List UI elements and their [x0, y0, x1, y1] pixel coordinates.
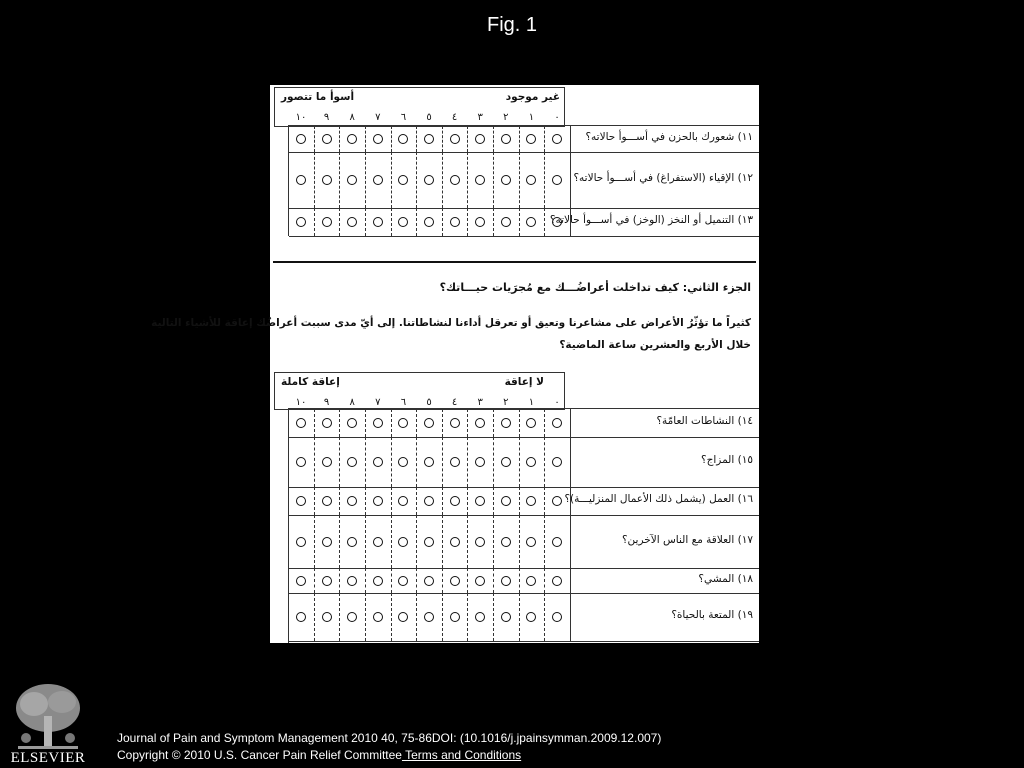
rating-radio[interactable] — [424, 537, 434, 547]
scale-digit: ١٠ — [295, 112, 307, 123]
question-label: ١٥) المزاج؟ — [701, 454, 753, 466]
rating-radio[interactable] — [552, 496, 562, 506]
rating-radio[interactable] — [347, 457, 357, 467]
column-divider — [467, 126, 468, 152]
rating-radio[interactable] — [501, 576, 511, 586]
rating-radio[interactable] — [296, 612, 306, 622]
column-divider — [339, 409, 340, 437]
rating-radio[interactable] — [373, 418, 383, 428]
rating-radio[interactable] — [501, 537, 511, 547]
rating-radio[interactable] — [526, 496, 536, 506]
scale-digit: ٠ — [554, 112, 560, 123]
rating-radio[interactable] — [424, 418, 434, 428]
column-divider — [314, 208, 315, 236]
rating-radio[interactable] — [475, 175, 485, 185]
column-divider — [442, 593, 443, 641]
rating-radio[interactable] — [424, 134, 434, 144]
rating-radio[interactable] — [552, 537, 562, 547]
column-divider — [519, 515, 520, 568]
rating-radio[interactable] — [398, 576, 408, 586]
rating-radio[interactable] — [450, 576, 460, 586]
rating-radio[interactable] — [424, 457, 434, 467]
rating-radio[interactable] — [322, 457, 332, 467]
rating-radio[interactable] — [398, 217, 408, 227]
column-divider — [339, 515, 340, 568]
question-row — [289, 409, 759, 438]
question-row — [289, 487, 759, 516]
scale-digit: ٦ — [400, 112, 407, 123]
column-divider — [391, 515, 392, 568]
scale-digit: ٢ — [503, 397, 509, 408]
column-divider — [416, 515, 417, 568]
rating-radio[interactable] — [501, 612, 511, 622]
column-divider — [493, 409, 494, 437]
rating-radio[interactable] — [347, 175, 357, 185]
rating-radio[interactable] — [475, 457, 485, 467]
rating-radio[interactable] — [450, 496, 460, 506]
column-divider — [467, 208, 468, 236]
column-divider — [544, 515, 545, 568]
column-divider — [442, 568, 443, 593]
column-divider — [339, 593, 340, 641]
column-divider — [544, 593, 545, 641]
column-divider — [442, 437, 443, 487]
column-divider — [339, 208, 340, 236]
column-divider — [467, 515, 468, 568]
rating-radio[interactable] — [501, 418, 511, 428]
scale-digit: ١ — [528, 397, 535, 408]
rating-radio[interactable] — [296, 537, 306, 547]
question-row — [289, 437, 759, 488]
rating-radio[interactable] — [450, 418, 460, 428]
rating-radio[interactable] — [373, 496, 383, 506]
rating-radio[interactable] — [322, 612, 332, 622]
rating-radio[interactable] — [398, 537, 408, 547]
rating-radio[interactable] — [373, 457, 383, 467]
question-label: ١٣) التنميل أو النخز (الوخز) في أســـوأ حالاته؟ — [549, 214, 753, 226]
rating-radio[interactable] — [373, 175, 383, 185]
questionnaire-page — [151, 85, 759, 643]
rating-radio[interactable] — [424, 612, 434, 622]
part2-instruction-line1: كثيراً ما تؤثّرُ الأعراض على مشاعرنا وتعيق أو تعرقل أداءنا لنشاطاتنا. إلى أيّ مدى سببت أعراضُك إعاقة للأشياء التالية — [151, 317, 751, 329]
rating-radio[interactable] — [296, 418, 306, 428]
rating-radio[interactable] — [398, 496, 408, 506]
rating-radio[interactable] — [373, 537, 383, 547]
column-divider — [570, 126, 571, 152]
column-divider — [442, 487, 443, 515]
rating-radio[interactable] — [475, 496, 485, 506]
column-divider — [493, 437, 494, 487]
column-divider — [339, 437, 340, 487]
rating-radio[interactable] — [501, 217, 511, 227]
column-divider — [519, 409, 520, 437]
rating-radio[interactable] — [322, 175, 332, 185]
part1-scale-digits — [275, 110, 564, 126]
column-divider — [544, 409, 545, 437]
question-label: ١١) شعورك بالحزن في أســـوأ حالاته؟ — [585, 131, 753, 143]
rating-radio[interactable] — [347, 418, 357, 428]
question-row — [289, 208, 759, 237]
rating-radio[interactable] — [475, 418, 485, 428]
rating-radio[interactable] — [322, 134, 332, 144]
column-divider — [442, 208, 443, 236]
rating-radio[interactable] — [296, 576, 306, 586]
column-divider — [493, 126, 494, 152]
column-divider — [416, 409, 417, 437]
scale-digit: ٣ — [477, 397, 483, 408]
column-divider — [416, 487, 417, 515]
column-divider — [365, 568, 366, 593]
rating-radio[interactable] — [398, 418, 408, 428]
part1-question-grid — [288, 125, 759, 236]
column-divider — [544, 126, 545, 152]
rating-radio[interactable] — [322, 576, 332, 586]
rating-radio[interactable] — [296, 496, 306, 506]
rating-radio[interactable] — [322, 217, 332, 227]
column-divider — [467, 437, 468, 487]
part2-question-grid — [288, 408, 759, 643]
column-divider — [570, 515, 571, 568]
column-divider — [339, 487, 340, 515]
column-divider — [391, 208, 392, 236]
column-divider — [339, 126, 340, 152]
part2-instruction-line2: خلال الأربع والعشرين ساعة الماضية؟ — [559, 339, 751, 351]
rating-radio[interactable] — [552, 134, 562, 144]
column-divider — [391, 152, 392, 208]
column-divider — [519, 568, 520, 593]
column-divider — [570, 409, 571, 437]
figure-title: Fig. 1 — [486, 14, 538, 36]
column-divider — [519, 152, 520, 208]
scale-digit: ٩ — [323, 112, 330, 123]
column-divider — [519, 126, 520, 152]
rating-radio[interactable] — [501, 134, 511, 144]
rating-radio[interactable] — [552, 576, 562, 586]
rating-radio[interactable] — [398, 612, 408, 622]
column-divider — [365, 487, 366, 515]
copyright-text: Copyright © 2010 U.S. Cancer Pain Relief Committee — [117, 748, 402, 762]
rating-radio[interactable] — [526, 418, 536, 428]
question-row — [289, 593, 759, 642]
rating-radio[interactable] — [526, 612, 536, 622]
column-divider — [493, 515, 494, 568]
question-label: ١٢) الإقياء (الاستفراغ) في أســـوأ حالاته؟ — [573, 172, 753, 184]
rating-radio[interactable] — [501, 496, 511, 506]
column-divider — [416, 208, 417, 236]
scale-digit: ٤ — [451, 397, 458, 408]
column-divider — [442, 515, 443, 568]
rating-radio[interactable] — [450, 217, 460, 227]
rating-radio[interactable] — [475, 576, 485, 586]
rating-radio[interactable] — [526, 457, 536, 467]
column-divider — [570, 437, 571, 487]
scale-digit: ٩ — [323, 397, 330, 408]
question-row — [289, 515, 759, 569]
column-divider — [365, 126, 366, 152]
column-divider — [365, 437, 366, 487]
rating-radio[interactable] — [475, 134, 485, 144]
column-divider — [467, 593, 468, 641]
question-label: ١٨) المشي؟ — [698, 572, 753, 585]
column-divider — [442, 126, 443, 152]
rating-radio[interactable] — [526, 217, 536, 227]
rating-radio[interactable] — [552, 457, 562, 467]
column-divider — [314, 152, 315, 208]
column-divider — [570, 593, 571, 641]
column-divider — [339, 568, 340, 593]
scale-digit: ٢ — [503, 112, 509, 123]
column-divider — [314, 409, 315, 437]
column-divider — [467, 152, 468, 208]
rating-radio[interactable] — [450, 612, 460, 622]
column-divider — [314, 437, 315, 487]
column-divider — [544, 487, 545, 515]
rating-radio[interactable] — [450, 134, 460, 144]
column-divider — [416, 437, 417, 487]
rating-radio[interactable] — [552, 418, 562, 428]
rating-radio[interactable] — [424, 175, 434, 185]
rating-radio[interactable] — [398, 175, 408, 185]
rating-radio[interactable] — [475, 217, 485, 227]
column-divider — [365, 515, 366, 568]
rating-radio[interactable] — [526, 134, 536, 144]
rating-radio[interactable] — [424, 496, 434, 506]
rating-radio[interactable] — [373, 134, 383, 144]
rating-radio[interactable] — [347, 576, 357, 586]
column-divider — [570, 568, 571, 593]
column-divider — [416, 126, 417, 152]
rating-radio[interactable] — [347, 217, 357, 227]
column-divider — [442, 409, 443, 437]
column-divider — [493, 208, 494, 236]
rating-radio[interactable] — [296, 457, 306, 467]
column-divider — [314, 515, 315, 568]
question-label: ١٤) النشاطات العامّة؟ — [656, 415, 753, 427]
part2-scale-header — [274, 372, 565, 410]
rating-radio[interactable] — [322, 418, 332, 428]
column-divider — [391, 409, 392, 437]
column-divider — [493, 568, 494, 593]
rating-radio[interactable] — [296, 217, 306, 227]
terms-and-conditions-link[interactable]: Terms and Conditions — [401, 748, 522, 762]
rating-radio[interactable] — [475, 612, 485, 622]
rating-radio[interactable] — [526, 175, 536, 185]
rating-radio[interactable] — [347, 537, 357, 547]
column-divider — [519, 437, 520, 487]
column-divider — [314, 568, 315, 593]
rating-radio[interactable] — [501, 175, 511, 185]
column-divider — [365, 409, 366, 437]
rating-radio[interactable] — [450, 175, 460, 185]
rating-radio[interactable] — [526, 576, 536, 586]
column-divider — [391, 487, 392, 515]
column-divider — [570, 152, 571, 208]
column-divider — [416, 152, 417, 208]
part1-scale-header — [274, 87, 565, 127]
section-divider — [273, 261, 756, 263]
part1-anchor-high: أسوأ ما تتصور — [281, 91, 355, 103]
column-divider — [519, 487, 520, 515]
column-divider — [544, 437, 545, 487]
column-divider — [493, 487, 494, 515]
rating-radio[interactable] — [450, 537, 460, 547]
column-divider — [493, 593, 494, 641]
column-divider — [314, 126, 315, 152]
column-divider — [519, 208, 520, 236]
column-divider — [339, 152, 340, 208]
scale-digit: ١٠ — [295, 397, 307, 408]
question-label: ١٩) المتعة بالحياة؟ — [671, 609, 753, 621]
rating-radio[interactable] — [398, 134, 408, 144]
column-divider — [544, 208, 545, 236]
question-label: ١٧) العلاقة مع الناس الآخرين؟ — [621, 533, 753, 546]
rating-radio[interactable] — [347, 134, 357, 144]
question-row — [289, 568, 759, 594]
rating-radio[interactable] — [347, 612, 357, 622]
scale-digit: ٨ — [349, 112, 355, 123]
column-divider — [391, 126, 392, 152]
rating-radio[interactable] — [424, 217, 434, 227]
column-divider — [442, 152, 443, 208]
rating-radio[interactable] — [552, 175, 562, 185]
rating-radio[interactable] — [373, 612, 383, 622]
column-divider — [544, 152, 545, 208]
question-row — [289, 152, 759, 209]
column-divider — [391, 593, 392, 641]
question-row — [289, 126, 759, 153]
column-divider — [416, 568, 417, 593]
rating-radio[interactable] — [424, 576, 434, 586]
part2-anchor-high: إعاقة كاملة — [281, 376, 340, 388]
scale-digit: ٨ — [349, 397, 355, 408]
rating-radio[interactable] — [526, 537, 536, 547]
column-divider — [365, 152, 366, 208]
column-divider — [391, 437, 392, 487]
rating-radio[interactable] — [322, 537, 332, 547]
rating-radio[interactable] — [373, 217, 383, 227]
part1-anchor-low: غير موجود — [505, 91, 560, 103]
citation-line1: Journal of Pain and Symptom Management 2010 40, 75-86DOI: (10.1016/j.jpainsymman.2009.12.007) — [117, 731, 662, 745]
rating-radio[interactable] — [552, 612, 562, 622]
scale-digit: ٥ — [426, 397, 432, 408]
column-divider — [467, 409, 468, 437]
elsevier-wordmark: ELSEVIER — [10, 750, 86, 766]
column-divider — [365, 593, 366, 641]
scale-digit: ٤ — [451, 112, 458, 123]
citation-line2 — [117, 748, 521, 762]
scale-digit: ٣ — [477, 112, 483, 123]
scale-digit: ١ — [528, 112, 535, 123]
scale-digit: ٦ — [400, 397, 407, 408]
rating-radio[interactable] — [296, 175, 306, 185]
column-divider — [493, 152, 494, 208]
rating-radio[interactable] — [322, 496, 332, 506]
rating-radio[interactable] — [373, 576, 383, 586]
scale-digit: ٠ — [554, 397, 560, 408]
rating-radio[interactable] — [501, 457, 511, 467]
column-divider — [467, 487, 468, 515]
column-divider — [314, 593, 315, 641]
column-divider — [391, 568, 392, 593]
question-label: ١٦) العمل (يشمل ذلك الأعمال المنزليـــة)؟ — [564, 493, 753, 505]
scale-digit: ٧ — [375, 397, 381, 408]
column-divider — [416, 593, 417, 641]
rating-radio[interactable] — [475, 537, 485, 547]
column-divider — [365, 208, 366, 236]
column-divider — [467, 568, 468, 593]
column-divider — [519, 593, 520, 641]
part2-heading: الجزء الثاني: كيف تداخلت أعراضُـــك مع مُجرَيات حيـــاتك؟ — [439, 281, 751, 294]
rating-radio[interactable] — [398, 457, 408, 467]
rating-radio[interactable] — [347, 496, 357, 506]
rating-radio[interactable] — [450, 457, 460, 467]
column-divider — [314, 487, 315, 515]
rating-radio[interactable] — [296, 134, 306, 144]
part2-anchor-low: لا إعاقة — [504, 376, 544, 388]
column-divider — [544, 568, 545, 593]
scale-digit: ٧ — [375, 112, 381, 123]
scale-digit: ٥ — [426, 112, 432, 123]
